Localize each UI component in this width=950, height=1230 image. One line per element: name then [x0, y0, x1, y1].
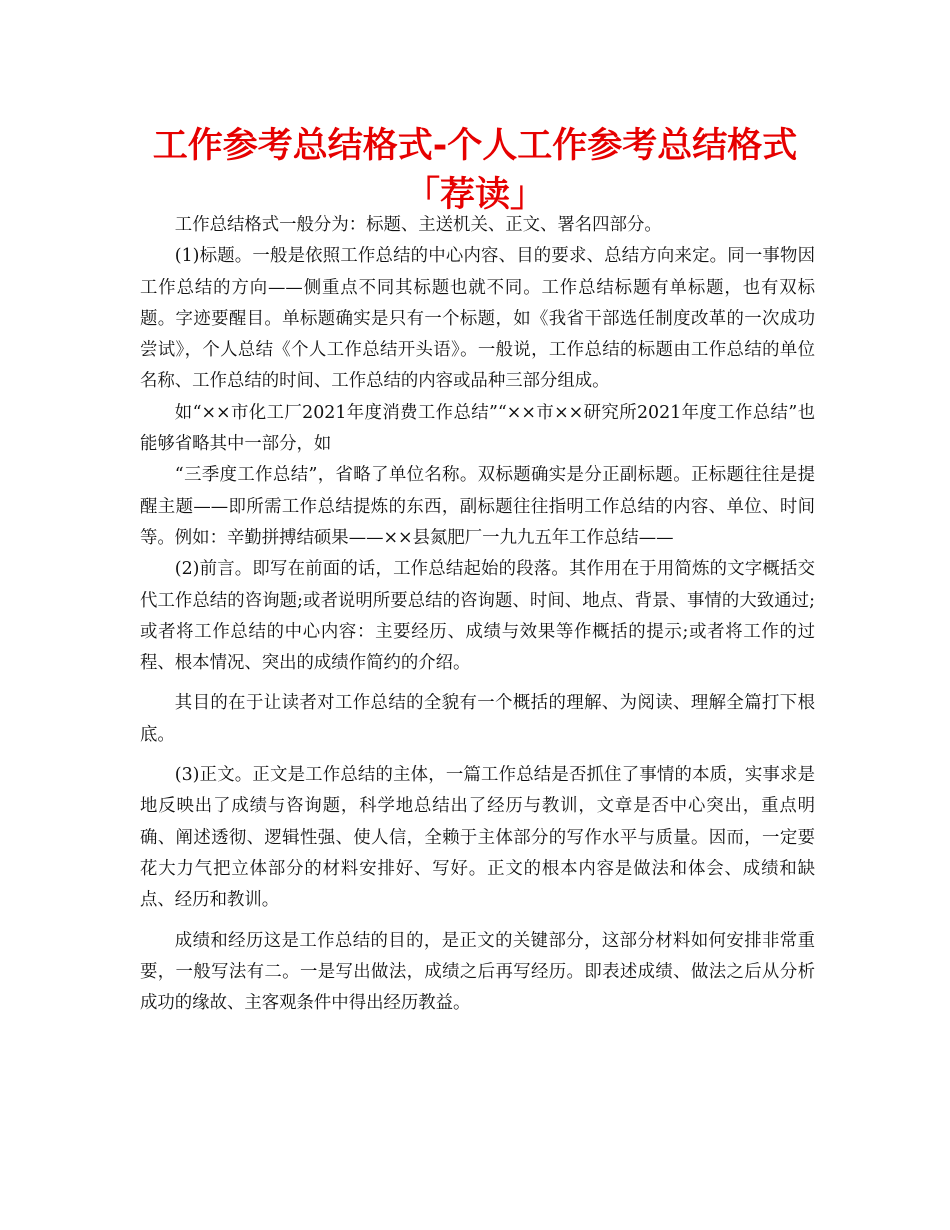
paragraph-main-text: (3)正文。正文是工作总结的主体，一篇工作总结是否抓住了事情的本质，实事求是地反映出了成绩与咨询题，科学地总结出了经历与教训，文章是否中心突出，重点明确、阐述透彻、逻辑性强、使人信，全赖于主体部分的写作水平与质量。因而，一定要花大力气把立体部分的材料安排好、写好。正文的根本内容是做法和体会、成绩和缺点、经历和教训。	[140, 765, 815, 911]
paragraph-double-title: “三季度工作总结”，省略了单位名称。双标题确实是分正副标题。正标题往往是提醒主题——即所需工作总结提炼的东西，副标题往往指明工作总结的内容、单位、时间等。例如：辛勤拼搏结硕果——××县氮肥厂一九九五年工作总结——	[140, 465, 815, 548]
document-body	[140, 210, 815, 1019]
paragraph-title-section: (1)标题。一般是依照工作总结的中心内容、目的要求、总结方向来定。同一事物因工作总结的方向——侧重点不同其标题也就不同。工作总结标题有单标题，也有双标题。字迹要醒目。单标题确实是只有一个标题，如《我省干部选任制度改革的一次成功尝试》，个人总结《个人工作总结开头语》。一般说，工作总结的标题由工作总结的单位名称、工作总结的时间、工作总结的内容或品种三部分组成。	[140, 246, 815, 392]
paragraph-intro: 工作总结格式一般分为：标题、主送机关、正文、署名四部分。	[174, 215, 662, 235]
paragraph-achievements: 成绩和经历这是工作总结的目的，是正文的关键部分，这部分材料如何安排非常重要，一般写法有二。一是写出做法，成绩之后再写经历。即表述成绩、做法之后从分析成功的缘故、主客观条件中得出经历教益。	[140, 930, 815, 1014]
paragraph-title-example: 如“××市化工厂2021年度消费工作总结”“××市××研究所2021年度工作总结”也能够省略其中一部分，如	[140, 402, 815, 455]
document-title: 工作参考总结格式-个人工作参考总结格式「荐读」	[152, 126, 798, 215]
paragraph-purpose: 其目的在于让读者对工作总结的全貌有一个概括的理解、为阅读、理解全篇打下根底。	[140, 693, 815, 745]
paragraph-preface: (2)前言。即写在前面的话，工作总结起始的段落。其作用在于用简炼的文字概括交代工作总结的咨询题;或者说明所要总结的咨询题、时间、地点、背景、事情的大致通过;或者将工作总结的中心内容：主要经历、成绩与效果等作概括的提示;或者将工作的过程、根本情况、突出的成绩作简约的介绍。	[140, 559, 815, 674]
